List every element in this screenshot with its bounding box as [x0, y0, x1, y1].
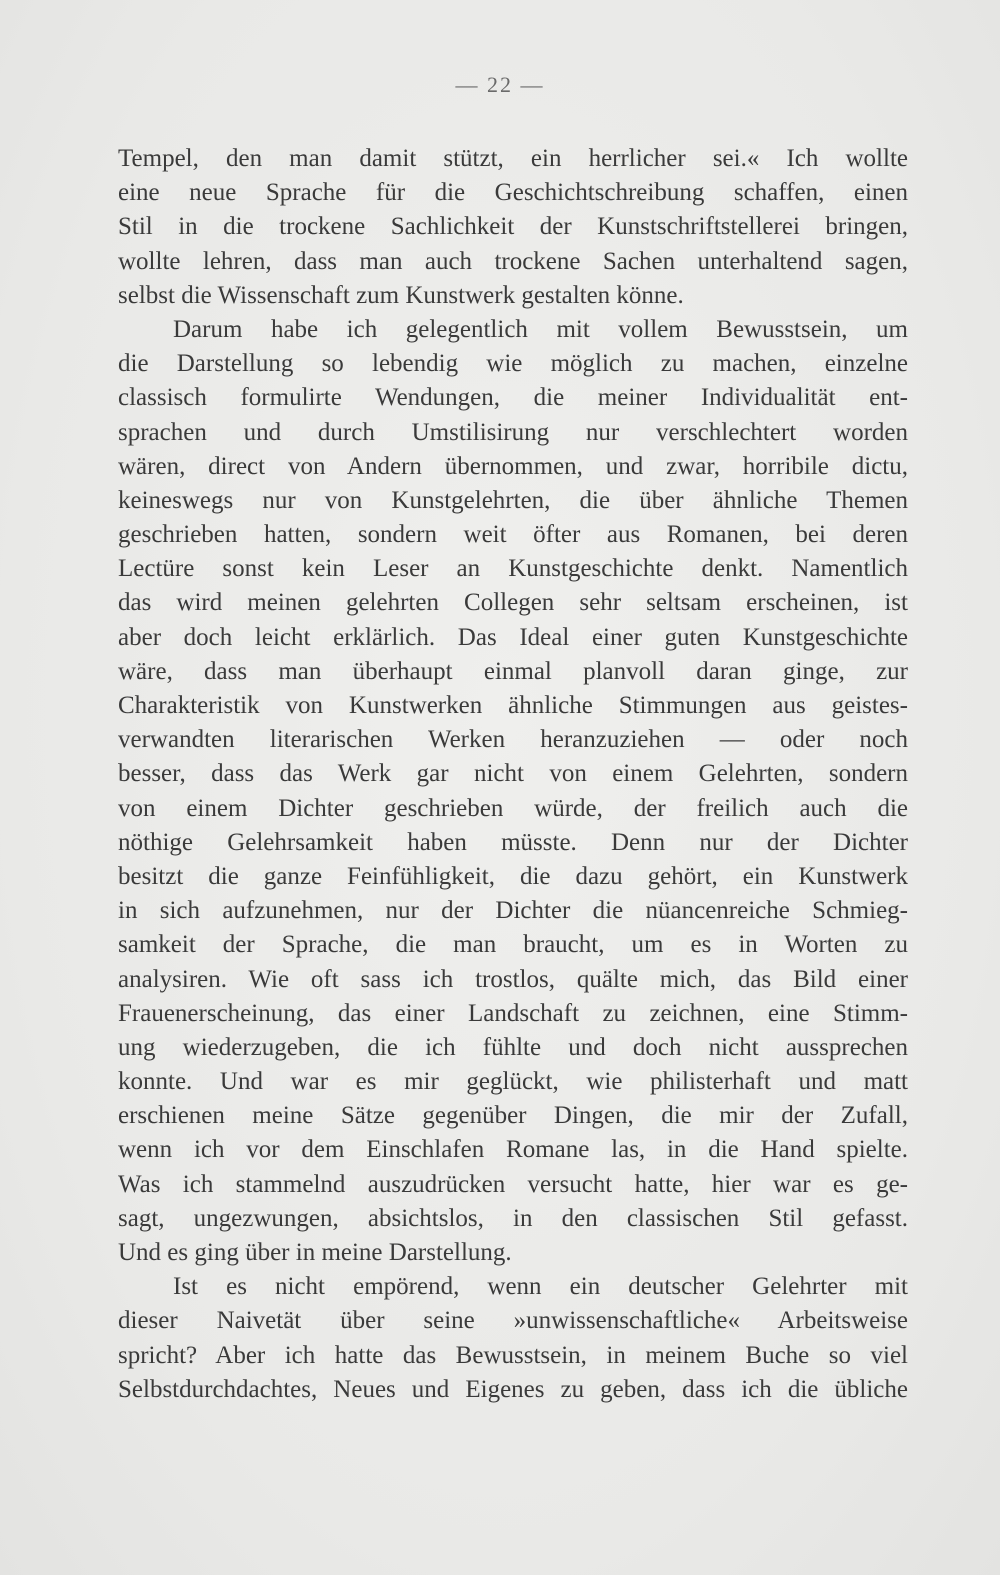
text-line: Frauenerscheinung, das einer Landschaft zu zeichnen, eine Stimm- — [118, 999, 908, 1027]
text-line: keineswegs nur von Kunstgelehrten, die über ähnliche Themen — [118, 486, 908, 514]
text-line: geschrieben hatten, sondern weit öfter aus Romanen, bei deren — [118, 521, 908, 549]
paragraph-start-line: Ist es nicht empörend, wenn ein deutscher Gelehrter mit — [173, 1273, 908, 1301]
text-line: wollte lehren, dass man auch trockene Sachen unterhaltend sagen, — [118, 247, 908, 275]
text-line: analysiren. Wie oft sass ich trostlos, quälte mich, das Bild einer — [118, 965, 908, 993]
text-line: Und es ging über in meine Darstellung. — [118, 1239, 512, 1266]
text-line: wenn ich vor dem Einschlafen Romane las, in die Hand spielte. — [118, 1136, 908, 1164]
text-line: verwandten literarischen Werken heranzuziehen — oder noch — [118, 726, 908, 754]
text-line: konnte. Und war es mir geglückt, wie philisterhaft und matt — [118, 1068, 908, 1096]
text-line: Tempel, den man damit stützt, ein herrlicher sei.« Ich wollte — [118, 145, 908, 172]
text-line: wären, direct von Andern übernommen, und zwar, horribile dictu, — [118, 452, 908, 480]
text-line: sagt, ungezwungen, absichtslos, in den classischen Stil gefasst. — [118, 1204, 908, 1232]
text-line: von einem Dichter geschrieben würde, der freilich auch die — [118, 794, 908, 822]
page-number: — 22 — — [455, 72, 545, 97]
text-line: besser, dass das Werk gar nicht von einem Gelehrten, sondern — [118, 760, 908, 788]
text-line: selbst die Wissenschaft zum Kunstwerk gestalten könne. — [118, 281, 684, 309]
text-line: besitzt die ganze Feinfühligkeit, die dazu gehört, ein Kunstwerk — [118, 862, 908, 890]
text-line: Lectüre sonst kein Leser an Kunstgeschichte denkt. Namentlich — [118, 555, 908, 583]
text-line: in sich aufzunehmen, nur der Dichter die nüancenreiche Schmieg- — [118, 897, 908, 925]
text-line: eine neue Sprache für die Geschichtschreibung schaffen, einen — [118, 179, 908, 207]
text-line: classisch formulirte Wendungen, die meiner Individualität ent- — [118, 384, 908, 412]
text-line: ung wiederzugeben, die ich fühlte und doch nicht aussprechen — [118, 1033, 908, 1061]
text-line: Was ich stammelnd auszudrücken versucht hatte, hier war es ge- — [118, 1170, 908, 1198]
text-line: Selbstdurchdachtes, Neues und Eigenes zu geben, dass ich die übliche — [118, 1375, 908, 1403]
text-line: nöthige Gelehrsamkeit haben müsste. Denn nur der Dichter — [118, 828, 908, 856]
text-line: erschienen meine Sätze gegenüber Dingen, die mir der Zufall, — [118, 1102, 908, 1130]
text-line: die Darstellung so lebendig wie möglich zu machen, einzelne — [118, 350, 908, 378]
text-line: spricht? Aber ich hatte das Bewusstsein, in meinem Buche so viel — [118, 1341, 908, 1369]
text-line: samkeit der Sprache, die man braucht, um es in Worten zu — [118, 931, 908, 959]
text-line: sprachen und durch Umstilisirung nur verschlechtert worden — [118, 418, 908, 446]
text-line: Stil in die trockene Sachlichkeit der Kunstschriftstellerei bringen, — [118, 213, 908, 241]
text-line: dieser Naivetät über seine »unwissenschaftliche« Arbeitsweise — [118, 1307, 908, 1335]
text-line: wäre, dass man überhaupt einmal planvoll daran ginge, zur — [118, 657, 908, 685]
paragraph-start-line: Darum habe ich gelegentlich mit vollem Bewusstsein, um — [173, 315, 908, 343]
text-line: Charakteristik von Kunstwerken ähnliche Stimmungen aus geistes- — [118, 692, 908, 719]
text-line: aber doch leicht erklärlich. Das Ideal einer guten Kunstgeschichte — [118, 623, 908, 651]
text-line: das wird meinen gelehrten Collegen sehr seltsam erscheinen, ist — [118, 589, 908, 617]
body-text — [118, 142, 908, 1407]
